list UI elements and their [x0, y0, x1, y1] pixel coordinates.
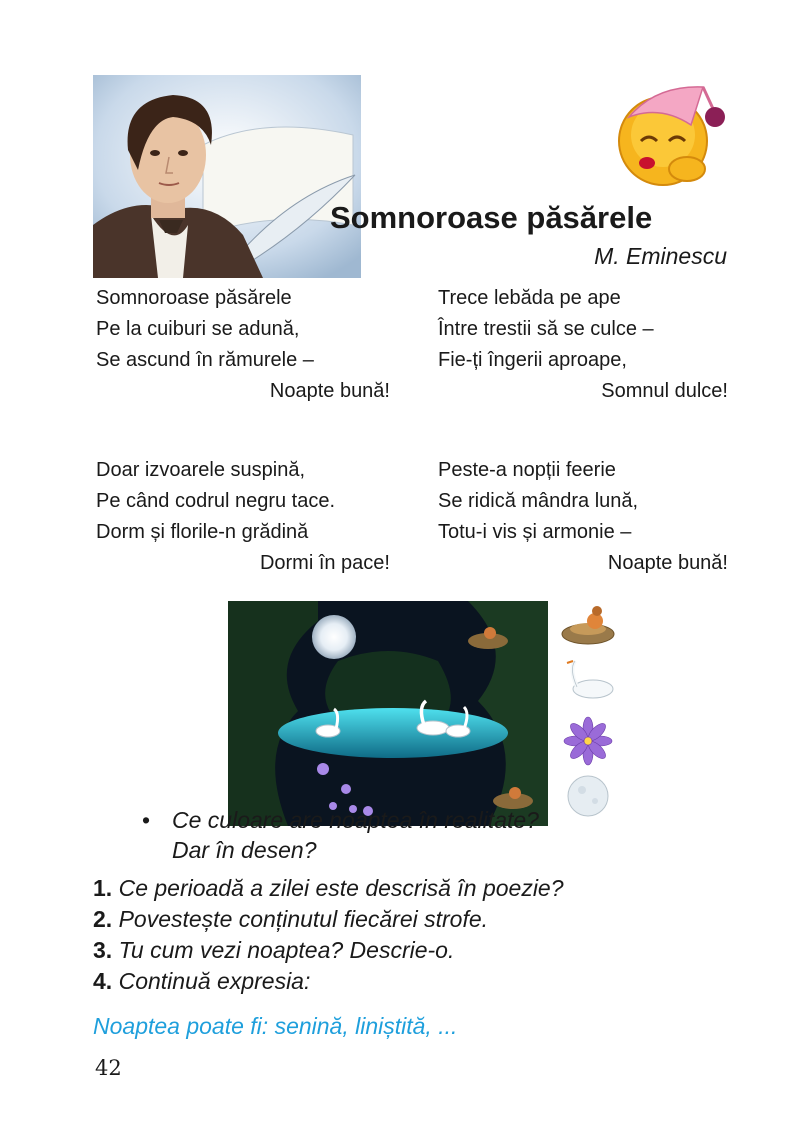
- bullet-text: [172, 805, 539, 865]
- question-list: [93, 873, 564, 997]
- question-text: Continuă expresia:: [118, 968, 311, 994]
- stanza-4: [438, 455, 728, 579]
- question-item: [93, 904, 564, 935]
- stanza-line: Dorm și florile-n grădină: [96, 521, 309, 543]
- stanza-1: [96, 283, 390, 407]
- question-text: Ce perioadă a zilei este descrisă în poezie?: [118, 875, 564, 901]
- stanza-line: Peste-a nopții feerie: [438, 459, 616, 481]
- stanza-line: Se ascund în rămurele –: [96, 349, 314, 371]
- flower-icon: [564, 717, 612, 765]
- bullet-dot: •: [142, 807, 151, 833]
- stanza-refrain: Noapte bună!: [269, 380, 390, 402]
- sleeping-emoji-icon: [611, 75, 727, 191]
- question-number: 1.: [93, 875, 113, 901]
- stanza-line: Se ridică mândra lună,: [438, 490, 639, 512]
- question-item: [93, 935, 564, 966]
- moon-icon: [568, 776, 608, 816]
- stanza-line: Totu-i vis și armonie –: [438, 521, 632, 543]
- poem-author: M. Eminescu: [594, 243, 727, 269]
- question-item: [93, 966, 564, 997]
- stanza-line: Între trestii să se culce –: [438, 318, 654, 340]
- bird-nest-icon: [562, 606, 614, 644]
- side-icons-column: [551, 601, 626, 826]
- stanza-refrain: Dormi în pace!: [259, 552, 390, 574]
- question-text: Tu cum vezi noaptea? Descrie-o.: [118, 937, 455, 963]
- expression-text: Noaptea poate fi: senină, liniștită, ...: [93, 1013, 458, 1039]
- stanza-refrain: Noapte bună!: [607, 552, 728, 574]
- stanza-line: Pe la cuiburi se adună,: [96, 318, 300, 340]
- stanza-line: Doar izvoarele suspină,: [96, 459, 305, 481]
- swan-icon: [567, 661, 613, 698]
- stanza-refrain: Somnul dulce!: [601, 380, 728, 402]
- bullet-line-2: Dar în desen?: [172, 837, 317, 863]
- question-number: 4.: [93, 968, 113, 994]
- question-number: 3.: [93, 937, 113, 963]
- question-item: [93, 873, 564, 904]
- night-lake-illustration: [228, 601, 548, 826]
- poet-portrait: [93, 75, 361, 278]
- stanza-line: Trece lebăda pe ape: [438, 287, 621, 309]
- stanza-3: [96, 455, 390, 579]
- page-number: 42: [95, 1056, 122, 1080]
- stanza-line: Pe când codrul negru tace.: [96, 490, 336, 512]
- stanza-line: Fie-ți îngerii aproape,: [438, 349, 627, 371]
- poem-title: Somnoroase păsărele: [330, 200, 653, 235]
- stanza-2: [438, 283, 728, 407]
- stanza-line: Somnoroase păsărele: [96, 287, 292, 309]
- question-number: 2.: [93, 906, 113, 932]
- bullet-line-1: Ce culoare are noaptea în realitate?: [172, 807, 539, 833]
- question-text: Povestește conținutul fiecărei strofe.: [118, 906, 489, 932]
